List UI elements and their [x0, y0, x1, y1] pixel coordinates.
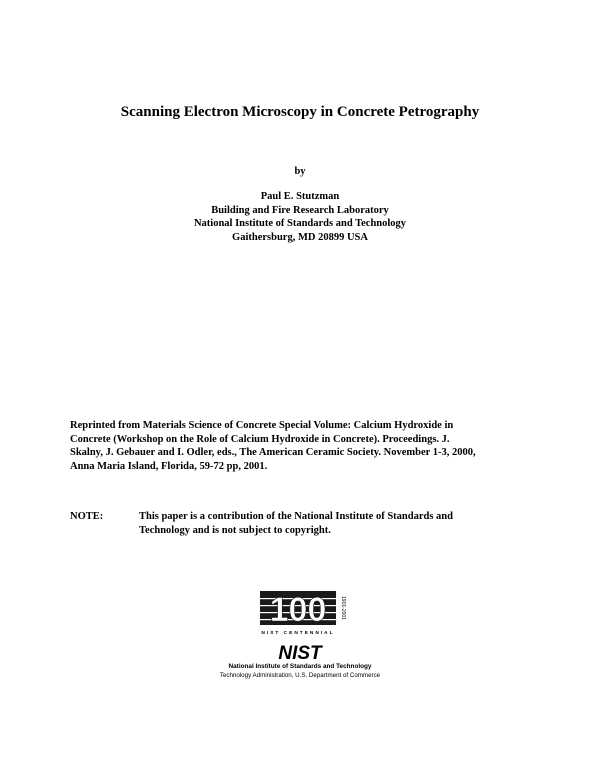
centennial-caption: NIST CENTENNIAL	[261, 631, 335, 636]
author-block	[0, 190, 600, 245]
author-location: Gaithersburg, MD 20899 USA	[232, 232, 368, 244]
nist-administration: Technology Administration, U.S. Department of Commerce	[219, 672, 381, 679]
page-title: Scanning Electron Microscopy in Concrete Petrography	[120, 104, 480, 120]
reprint-line: Concrete (Workshop on the Role of Calcium Hydroxide in Concrete). Proceedings. J.	[70, 433, 450, 445]
note-line: This paper is a contribution of the National Institute of Standards and	[139, 511, 453, 522]
centennial-number: 100	[269, 591, 327, 629]
by-line: by	[294, 166, 306, 177]
nist-logo	[272, 642, 328, 662]
reprint-line: Skalny, J. Gebauer and I. Odler, eds., The American Ceramic Society. November 1-3, 2000,	[70, 447, 476, 459]
reprint-line: Anna Maria Island, Florida, 59-72 pp, 2001.	[70, 461, 268, 473]
reprint-notice	[70, 419, 540, 474]
author-institute: National Institute of Standards and Technology	[193, 218, 407, 230]
nist-mark: NIST	[278, 643, 322, 662]
centennial-years: 1901-2001	[340, 596, 346, 620]
note-line: Technology and is not subject to copyright.	[139, 524, 331, 536]
reprint-line: Reprinted from Materials Science of Concrete Special Volume: Calcium Hydroxide in	[70, 420, 454, 431]
nist-full-name: National Institute of Standards and Technology	[228, 663, 372, 670]
author-lab: Building and Fire Research Laboratory	[211, 204, 389, 216]
author-name: Paul E. Stutzman	[260, 191, 340, 202]
note-text	[139, 510, 539, 537]
nist-centennial-logo	[258, 588, 348, 638]
note-label: NOTE:	[70, 511, 104, 522]
